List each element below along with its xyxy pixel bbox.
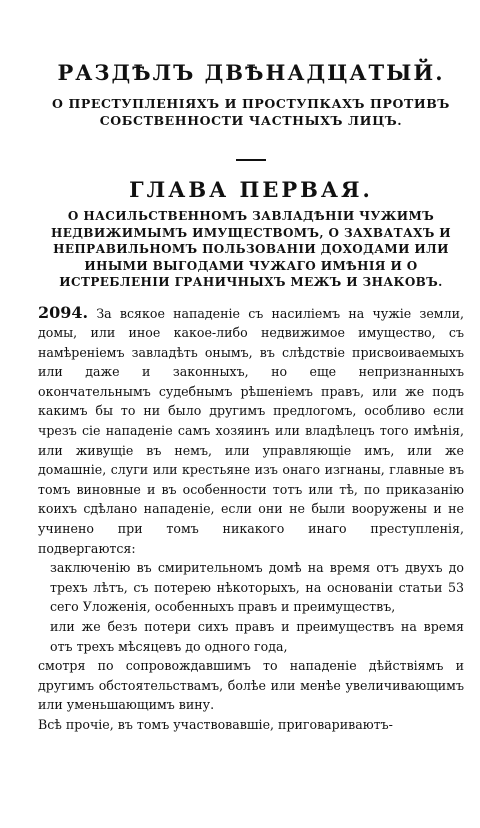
article-continuation: смотря по сопровождавшимъ то нападеніе дѣйствіямъ и другимъ обстоятельствамъ, болѣе или менѣе увеличивающимъ или уменьшающимъ вину. xyxy=(38,658,464,713)
section-title: РАЗДѢЛЪ ДВѢНАДЦАТЫЙ. xyxy=(57,60,445,85)
article-number: 2094. xyxy=(38,302,89,322)
chapter-title: ГЛАВА ПЕРВАЯ. xyxy=(129,177,373,202)
chapter-subtitle: О НАСИЛЬСТВЕННОМЪ ЗАВЛАДѢНІИ ЧУЖИМЪ НЕДВИЖИМЫМЪ ИМУЩЕСТВОМЪ, О ЗАХВАТАХЪ И НЕПРАВИЛЬНОМЪ ПОЛЬЗОВАНІИ ДОХОДАМИ ИЛИ ИНЫМИ ВЫГОДАМИ ЧУЖАГО ИМѢНІЯ И О ИСТРЕБЛЕНІИ ГРАНИЧНЫХЪ МЕЖЪ И ЗНАКОВЪ. xyxy=(50,209,452,289)
penalty-item-1: заключенію въ смирительномъ домѣ на время отъ двухъ до трехъ лѣтъ, съ потерею нѣкоторыхъ, на основаніи статьи 53 сего Уложенія, особенныхъ правъ и преимуществъ, xyxy=(50,560,464,615)
article-text: За всякое нападеніе съ насиліемъ на чужіе земли, домы, или иное какое-либо недвижимое имущество, съ намѣреніемъ завладѣть онымъ, въ слѣдствіе присвоиваемыхъ или даже и законныхъ, но еще непризнанныхъ окончательнымъ судебнымъ рѣшеніемъ правъ, или же подъ какимъ бы то ни было другимъ предлогомъ, особливо если чрезъ сіе нападеніе самъ хозяинъ или владѣлецъ того имѣнія, или живущіе въ немъ, или управляющіе имъ, или же домашніе, слуги или крестьяне изъ онаго изгнаны, главные въ томъ виновные и въ особенности тотъ или тѣ, по приказанію коихъ сдѣлано нападеніе, если они не были вооружены и не учинено при томъ никакого инаго преступленія, подвергаются: xyxy=(38,305,464,556)
section-subtitle: О ПРЕСТУПЛЕНІЯХЪ И ПРОСТУПКАХЪ ПРОТИВЪ СОБСТВЕННОСТИ ЧАСТНЫХЪ ЛИЦЪ. xyxy=(52,96,450,128)
penalty-item-2: или же безъ потери сихъ правъ и преимуществъ на время отъ трехъ мѣсяцевъ до одного года, xyxy=(50,619,464,654)
divider-rule xyxy=(236,159,266,161)
article-paragraph xyxy=(38,303,464,559)
article-2094 xyxy=(38,303,464,735)
article-last-line: Всѣ прочіе, въ томъ участвовавшіе, приговариваютъ- xyxy=(38,716,393,732)
